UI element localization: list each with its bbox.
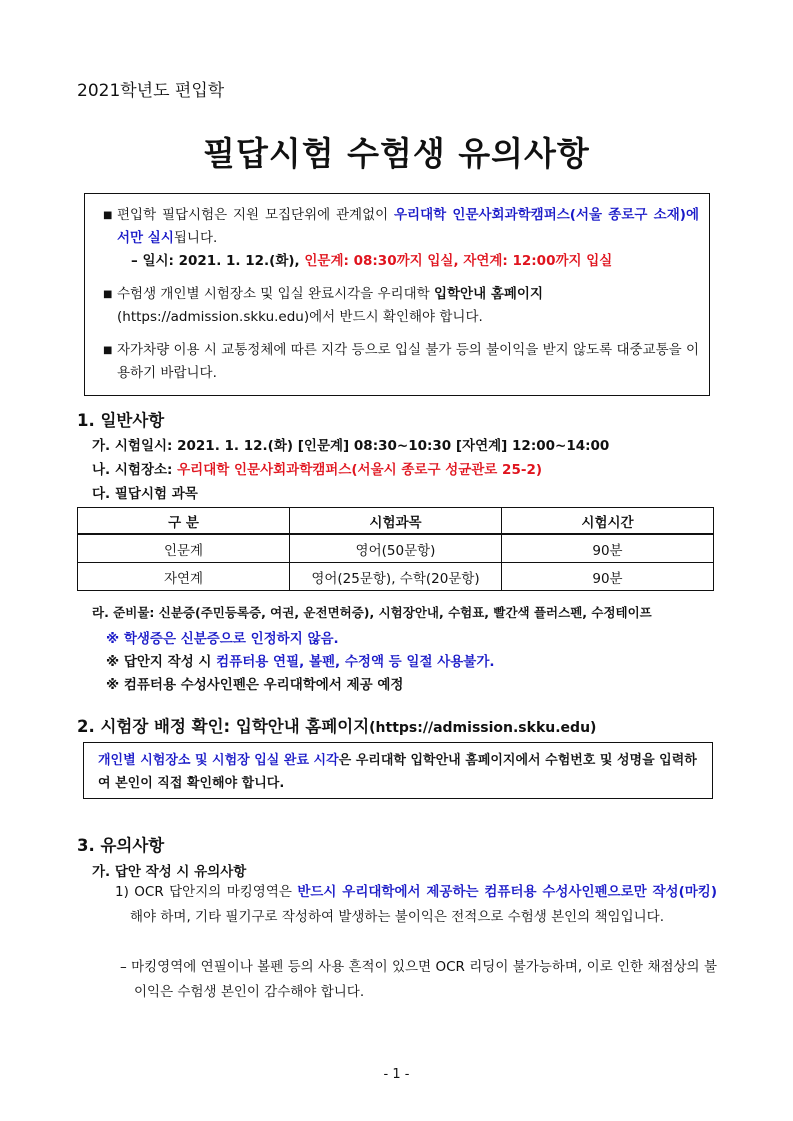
notice-box [84,193,710,396]
notice-bullet-2 [103,283,699,329]
section2-heading-text: 2. 시험장 배정 확인: 입학안내 홈페이지 [77,717,370,736]
table-row [78,534,714,563]
note-student-id-text: ※ 학생증은 신분증으로 인정하지 않음. [106,631,339,647]
note-sign-pen: ※ 컴퓨터용 수성사인펜은 우리대학에서 제공 예정 [106,677,404,693]
notice-b1-text: 편입학 필답시험은 지원 모집단위에 관계없이 [117,207,395,223]
notice-b2-text: 수험생 개인별 시험장소 및 입실 완료시각을 우리대학 [117,286,434,302]
section2-heading-url[interactable]: (https://admission.skku.edu) [369,720,597,736]
note-pen [106,650,495,670]
square-bullet-icon: ■ [103,345,113,356]
section1-supplies: 라. 준비물: 신분증(주민등록증, 여권, 운전면허증), 시험장안내, 수험표, 빨간색 플러스펜, 수정테이프 [92,605,652,620]
table-header-row [78,508,714,535]
section3-heading: 3. 유의사항 [77,836,165,855]
table-header-cell: 시험과목 [290,508,502,535]
section2-box-highlight: 개인별 시험장소 및 시험장 입실 완료 시각 [98,753,339,768]
section2-heading [77,713,596,737]
section3-item-1-note: – 마킹영역에 연필이나 볼펜 등의 사용 흔적이 있으면 OCR 리딩이 불가능하며, 이로 인한 채점상의 불이익은 수험생 본인이 감수해야 합니다. [120,959,717,1000]
section1-exam-date: 가. 시험일시: 2021. 1. 12.(화) [인문계] 08:30~10:30 [자연계] 12:00~14:00 [92,438,610,454]
subjects-table [77,507,714,591]
notice-b1-highlight: 우리대학 인문사회과학캠퍼스(서울 종로구 소재)에서만 실시 [117,207,699,246]
section2-box [83,742,713,799]
section2-box-text: 은 우리대학 입학안내 홈페이지에서 수험번호 및 성명을 입력하여 본인이 직접 확인해야 합니다. [98,753,697,791]
table-cell: 자연계 [78,563,290,591]
page-title: 필답시험 수험생 유의사항 [203,134,590,173]
table-cell: 90분 [502,563,714,591]
table-cell: 영어(25문항), 수학(20문항) [290,563,502,591]
item1-text: 1) OCR 답안지의 마킹영역은 [115,884,298,900]
section1-heading: 1. 일반사항 [77,411,165,430]
table-cell: 90분 [502,534,714,563]
notice-date-text: – 일시: 2021. 1. 12.(화), [131,253,305,269]
note-student-id [106,627,339,647]
square-bullet-icon: ■ [103,289,113,300]
header-year-label: 2021학년도 편입학 [77,81,225,101]
item1-end: 해야 하며, 기타 필기구로 작성하여 발생하는 불이익은 전적으로 수험생 본인의 책임입니다. [130,909,665,925]
table-header-cell: 시험시간 [502,508,714,535]
notice-b2-url[interactable]: (https://admission.skku.edu)에서 반드시 확인해야 합니다. [117,309,483,325]
section1-subjects-label: 다. 필답시험 과목 [92,486,198,502]
notice-b3-text: 자가차량 이용 시 교통정체에 따른 지각 등으로 입실 불가 등의 불이익을 받지 않도록 대중교통을 이용하기 바랍니다. [117,342,699,381]
notice-bullet-1 [103,204,699,273]
item1-highlight: 반드시 우리대학에서 제공하는 컴퓨터용 수성사인펜으로만 작성(마킹) [297,884,718,900]
note-pen-highlight: 컴퓨터용 연필, 볼펜, 수정액 등 일절 사용불가. [216,654,495,670]
notice-date-line [117,250,699,273]
square-bullet-icon: ■ [103,210,113,221]
table-header-cell: 구 분 [78,508,290,535]
exam-place-value: 우리대학 인문사회과학캠퍼스(서울시 종로구 성균관로 25-2) [177,462,543,478]
notice-b2-bold: 입학안내 홈페이지 [433,286,543,302]
table-cell: 영어(50문항) [290,534,502,563]
page-number: - 1 - [383,1067,410,1082]
section1-exam-place [92,458,542,478]
table-row [78,563,714,591]
section3-answer-notes: 가. 답안 작성 시 유의사항 [92,864,247,880]
notice-bullet-3 [103,339,699,385]
exam-place-label: 나. 시험장소: [92,462,178,478]
notice-b1-end: 됩니다. [173,230,218,246]
note-pen-text: ※ 답안지 작성 시 [106,654,217,670]
notice-date-highlight: 인문계: 08:30까지 입실, 자연계: 12:00까지 입실 [304,253,613,269]
table-cell: 인문계 [78,534,290,563]
section3-item-1 [115,880,717,930]
